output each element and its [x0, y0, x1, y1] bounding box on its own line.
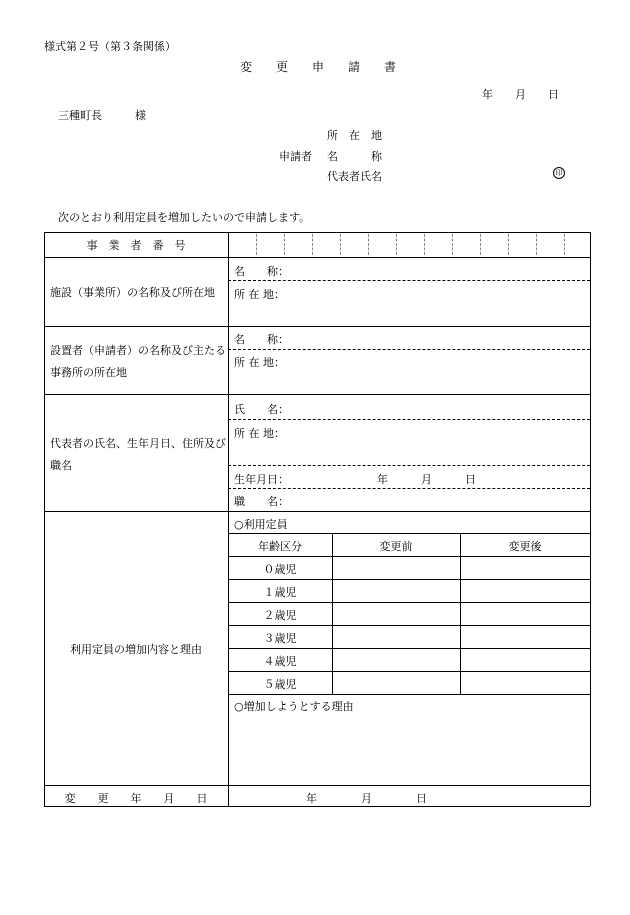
- applicant-representative-label: 代表者氏名: [327, 170, 382, 183]
- age-row-0: ０歳児: [263, 563, 297, 576]
- facility-name-label[interactable]: 名 称：: [234, 265, 289, 278]
- capacity-heading: ○利用定員: [234, 518, 288, 531]
- age-row-5: ５歳児: [263, 678, 297, 691]
- representative-label: 代表者の氏名、生年月日、住所及び職名: [50, 437, 226, 472]
- addressee: 三種町長 様: [58, 109, 146, 122]
- reason-heading: ○増加しようとする理由: [234, 700, 354, 713]
- applicant-label: 申請者: [279, 150, 312, 163]
- age-row-1: １歳児: [263, 586, 297, 599]
- representative-birth-date[interactable]: 年 月 日: [377, 473, 476, 486]
- age-group-header: 年齢区分: [258, 540, 302, 553]
- applicant-address-label: 所 在 地: [327, 129, 382, 142]
- document-title: 変 更 申 請 書: [240, 60, 397, 74]
- seal-icon: 印: [553, 167, 565, 179]
- application-table: [44, 232, 590, 806]
- facility-label: 施設（事業所）の名称及び所在地: [50, 286, 215, 299]
- representative-position-label[interactable]: 職 名：: [234, 495, 289, 508]
- founder-address-label[interactable]: 所 在 地：: [234, 356, 285, 369]
- representative-name-label[interactable]: 氏 名：: [234, 403, 289, 416]
- date-line[interactable]: 年 月 日: [482, 88, 559, 101]
- age-row-4: ４歳児: [263, 655, 297, 668]
- before-change-header: 変更前: [379, 540, 413, 553]
- age-row-3: ３歳児: [263, 632, 297, 645]
- form-number: 様式第２号（第３条関係）: [44, 40, 176, 53]
- age-row-2: ２歳児: [263, 609, 297, 622]
- change-date-value[interactable]: 年 月 日: [306, 792, 427, 805]
- intro-text: 次のとおり利用定員を増加したいので申請します。: [58, 211, 311, 224]
- applicant-name-label: 名 称: [327, 150, 382, 163]
- representative-address-label[interactable]: 所 在 地：: [234, 427, 285, 440]
- facility-address-label[interactable]: 所 在 地：: [234, 288, 285, 301]
- change-date-label: 変 更 年 月 日: [64, 792, 208, 805]
- after-change-header: 変更後: [508, 540, 542, 553]
- business-number-label: 事 業 者 番 号: [86, 239, 186, 252]
- founder-label: 設置者（申請者）の名称及び主たる事務所の所在地: [50, 344, 226, 379]
- capacity-label: 利用定員の増加内容と理由: [70, 643, 202, 656]
- representative-birth-label[interactable]: 生年月日：: [234, 473, 289, 486]
- reason-area[interactable]: [230, 716, 588, 784]
- founder-name-label[interactable]: 名 称：: [234, 333, 289, 346]
